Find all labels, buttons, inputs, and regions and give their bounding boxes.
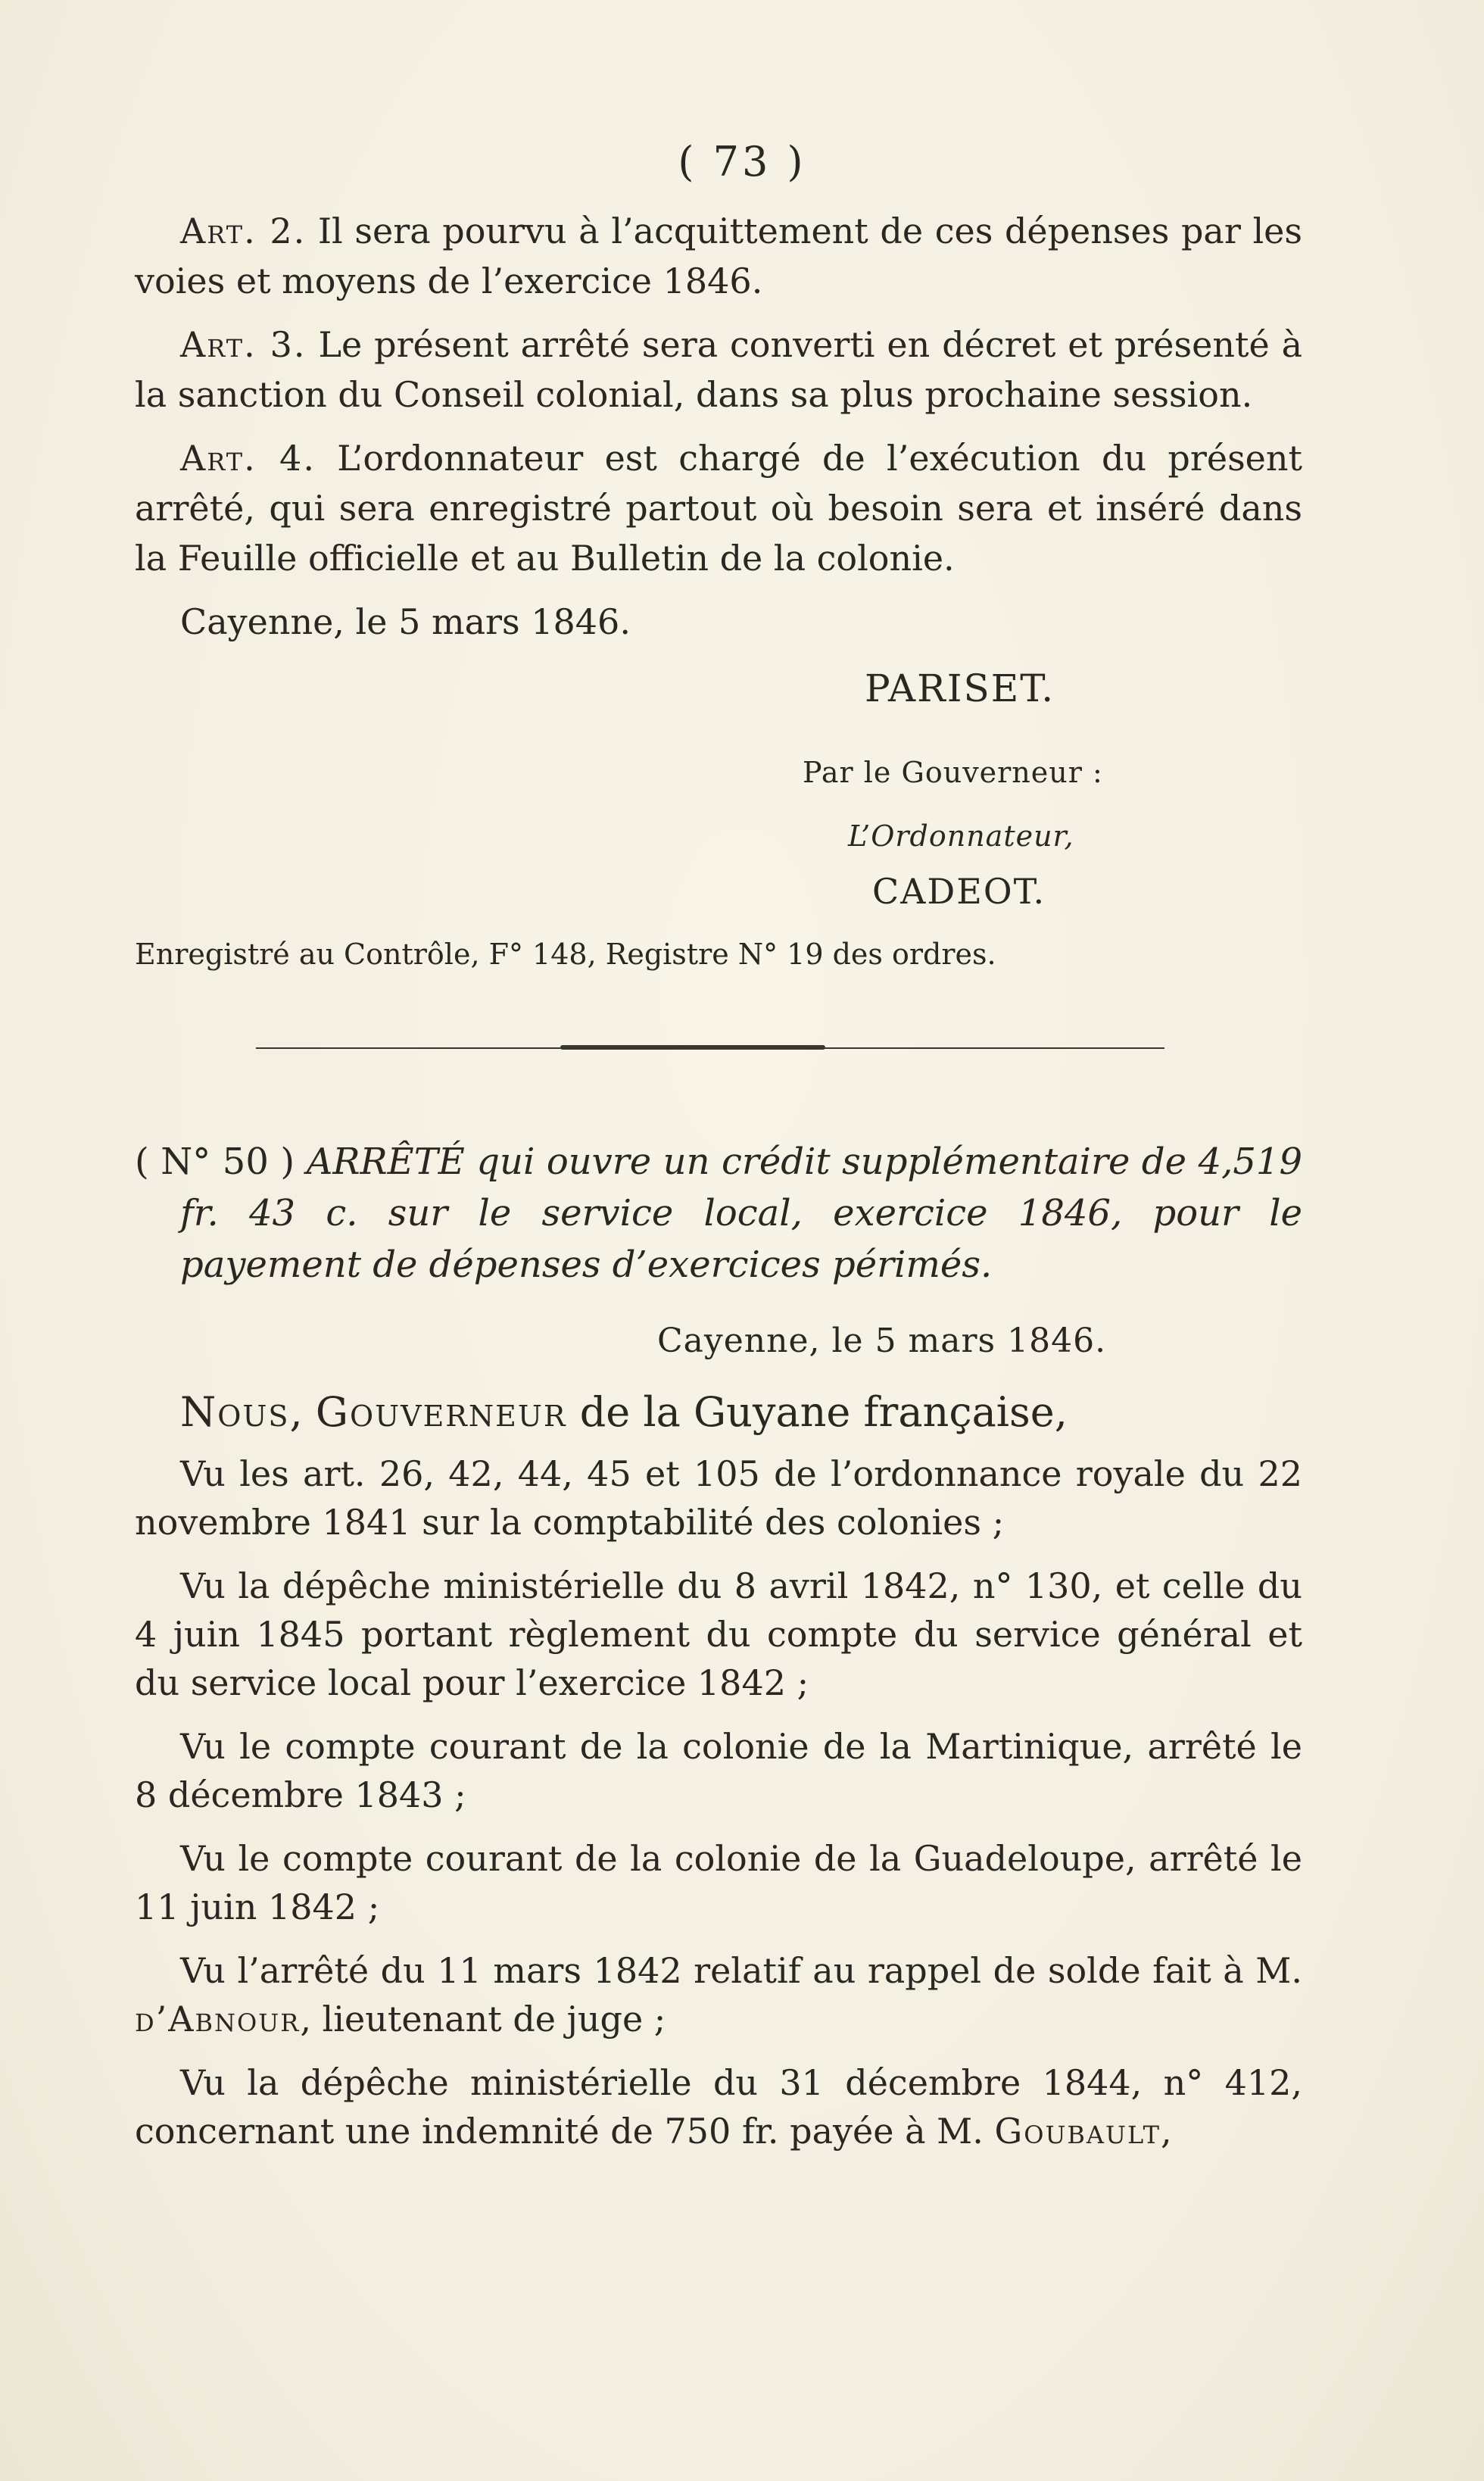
decree-title-block [135, 1136, 1302, 1290]
rappel-suffix: , lieutenant de juge ; [300, 1999, 666, 2039]
decree-number: ( N° 50 ) [135, 1141, 295, 1183]
consideration-item: Vu les art. 26, 42, 44, 45 et 105 de l’ordonnance royale du 22 novembre 1841 sur la comptabilité des colonies ; [135, 1453, 1302, 1543]
article-label: Art. 3. [180, 324, 307, 365]
opening-gouverneur: Gouverneur [315, 1388, 567, 1436]
decree-title-text: ARRÊTÉ qui ouvre un crédit supplémentaire de 4,519 fr. 43 c. sur le service local, exercice 1846, pour le payement de dépenses d’exercices périmés. [180, 1141, 1303, 1286]
opening-nous: Nous [180, 1388, 290, 1436]
consideration-item: Vu le compte courant de la colonie de la Guadeloupe, arrêté le 11 juin 1842 ; [135, 1838, 1302, 1927]
rappel-prefix: Vu l’arrêté du 11 mars 1842 relatif au rappel de solde fait à M. [180, 1950, 1302, 1991]
decree-title [135, 1136, 1302, 1290]
ordonnateur-name: CADEOT. [872, 871, 1046, 912]
consideration-item [135, 1946, 1302, 2043]
article-2 [135, 206, 1302, 306]
articles-block [135, 206, 1302, 647]
consideration-item: Vu le compte courant de la colonie de la Martinique, arrêté le 8 décembre 1843 ; [135, 1726, 1302, 1815]
article-3 [135, 320, 1302, 420]
by-governor: Par le Gouverneur : [803, 756, 1103, 789]
indemnite-prefix: Vu la dépêche ministérielle du 31 décembre 1844, n° 412, concernant une indemnité de 750 fr. payée à M. [135, 2062, 1302, 2152]
date-line: Cayenne, le 5 mars 1846. [180, 601, 631, 642]
opening-text: Nous, Gouverneur de la Guyane française, [180, 1388, 1068, 1436]
rappel-name: d’Abnour [135, 1999, 301, 2039]
ordonnateur-title: L’Ordonnateur, [848, 819, 1074, 853]
article-text: Il sera pourvu à l’acquittement de ces dépenses par les voies et moyens de l’exercice 1846. [135, 211, 1303, 301]
indemnite-name: Goubault [994, 2111, 1161, 2152]
article-label: Art. 4. [180, 438, 316, 479]
article-text: Le présent arrêté sera converti en décret et présenté à la sanction du Conseil colonial, dans sa plus prochaine session. [135, 324, 1303, 415]
signature-pariset: PARISET. [865, 666, 1055, 710]
indemnite-suffix: , [1161, 2111, 1172, 2152]
consideration-item: Vu la dépêche ministérielle du 8 avril 1842, n° 130, et celle du 4 juin 1845 portant règlement du compte du service général et du service local pour l’exercice 1842 ; [135, 1565, 1302, 1703]
opening-line [135, 1386, 1302, 1439]
decree-date-line: Cayenne, le 5 mars 1846. [657, 1322, 1107, 1360]
section-divider-ornament [560, 1045, 825, 1050]
article-4 [135, 433, 1302, 583]
considerations-block [135, 1450, 1302, 2155]
page-number: ( 73 ) [678, 138, 806, 186]
article-label: Art. 2. [180, 211, 307, 251]
article-text: L’ordonnateur est chargé de l’exécution du présent arrêté, qui sera enregistré partout où besoin sera et inséré dans la Feuille officielle et au Bulletin de la colonie. [135, 438, 1303, 579]
registration-line: Enregistré au Contrôle, F° 148, Registre N° 19 des ordres. [135, 938, 996, 971]
opening-rest: de la Guyane française, [566, 1388, 1068, 1436]
consideration-item [135, 2058, 1302, 2155]
